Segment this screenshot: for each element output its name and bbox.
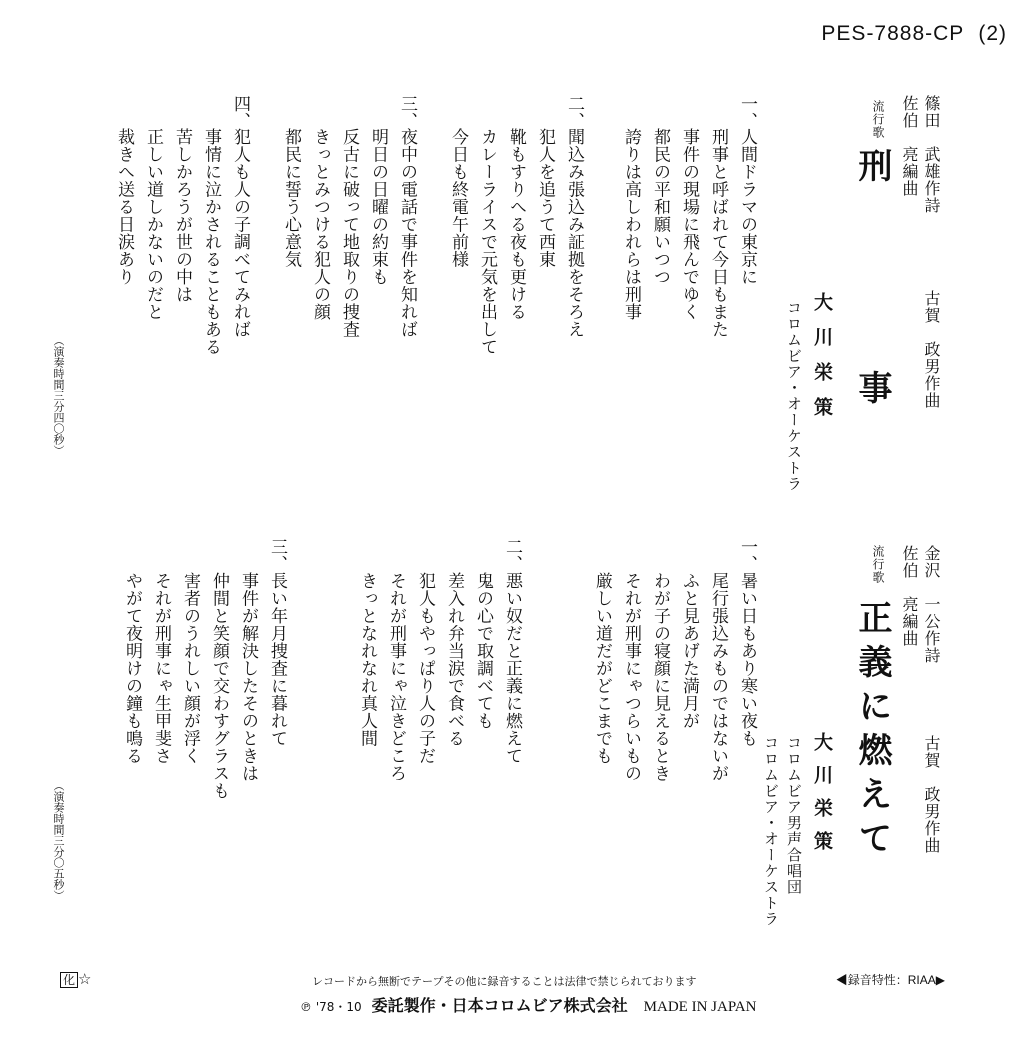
song1-verse3-line1: 夜中の電話で事件を知れば xyxy=(397,128,417,338)
song1-composer: 古賀 政男作曲 xyxy=(922,290,941,409)
song2-verse2-line5: それが刑事にゃ泣きどころ xyxy=(386,572,406,782)
song2-singer: 大川栄策 xyxy=(811,732,833,864)
song2-verse2-line1: 悪い奴だと正義に燃えて xyxy=(502,572,522,765)
song2-verse3-line2: 事件が解決したそのときは xyxy=(238,572,258,782)
song1-genre: 流行歌 xyxy=(871,100,885,139)
song1-verse2-line2: 犯人を追うて西東 xyxy=(535,128,555,268)
mark-box: 化 xyxy=(60,972,78,988)
song2-verse1-line3: ふと見あげた満月が xyxy=(679,572,699,730)
company-name: 委託製作・日本コロムビア株式会社 xyxy=(371,996,628,1015)
song1-verse3-number: 三、 xyxy=(397,95,417,129)
song2-verse1-line4: わが子の寝顔に見えるとき xyxy=(650,572,670,782)
side-number: (2) xyxy=(978,22,1007,45)
song2-verse3-line4: 害者のうれしい顔が浮く xyxy=(180,572,200,765)
song1-verse3-line5: 都民に誓う心意気 xyxy=(281,128,301,268)
song1-verse2-line1: 聞込み張込み証拠をそろえ xyxy=(564,128,584,338)
song1-arranger: 佐伯 亮編曲 xyxy=(900,95,919,197)
song1-verse4-line2: 事情に泣かされることもある xyxy=(201,128,221,356)
song2-verse3-line5: それが刑事にゃ生甲斐さ xyxy=(151,572,171,765)
song2-genre: 流行歌 xyxy=(871,545,885,584)
song1-verse2-line3: 靴もすりへる夜も更ける xyxy=(506,128,526,321)
song1-verse4-line3: 苦しかろうが世の中は xyxy=(172,128,192,303)
song1-verse1-line1: 人間ドラマの東京に xyxy=(737,128,757,286)
song2-verse2-line6: きっとなれなれ真人間 xyxy=(357,572,377,747)
song2-title: 正義に燃えて xyxy=(852,600,892,864)
song1-verse2-line4: カレーライスで元気を出して xyxy=(477,128,497,356)
song1-verse3-line3: 反古に破って地取りの捜査 xyxy=(339,128,359,338)
song2-verse2-number: 二、 xyxy=(502,538,522,572)
made-in: MADE IN JAPAN xyxy=(643,999,757,1015)
song2-verse1-number: 一、 xyxy=(737,538,757,572)
song2-verse1-line6: 厳しい道だがどこまでも xyxy=(592,572,612,765)
song2-verse2-line3: 差入れ弁当涙で食べる xyxy=(444,572,464,747)
song2-duration: （演奏時間三分〇五秒） xyxy=(52,780,64,901)
song1-verse3-line4: きっとみつける犯人の顔 xyxy=(310,128,330,321)
song2-verse3-line1: 長い年月捜査に暮れて xyxy=(267,572,287,747)
song1-verse4-line4: 正しい道しかないのだと xyxy=(143,128,163,321)
song2-verse3-line3: 仲間と笑顔で交わすグラスも xyxy=(209,572,229,800)
song1-verse1-line4: 都民の平和願いつつ xyxy=(650,128,670,286)
copyright-notice: レコードから無断でテープその他に録音することは法律で禁じられております xyxy=(312,976,697,988)
song1-duration: （演奏時間三分四〇秒） xyxy=(52,335,64,456)
song2-arranger: 佐伯 亮編曲 xyxy=(900,545,919,647)
song1-singer: 大川栄策 xyxy=(811,292,833,432)
song2-chorus: コロムビア男声合唱団 xyxy=(785,735,803,895)
song1-verse4-line1: 犯人も人の子調べてみれば xyxy=(230,128,250,338)
song1-verse4-line5: 裁きへ送る日涙あり xyxy=(114,128,134,286)
song2-verse1-line5: それが刑事にゃつらいもの xyxy=(621,572,641,782)
phonogram-date: ℗ '78・10 xyxy=(300,1000,362,1014)
song1-verse3-line2: 明日の日曜の約束も xyxy=(368,128,388,286)
song2-verse2-line4: 犯人もやっぱり人の子だ xyxy=(415,572,435,765)
catalog-code: PES-7888-CP xyxy=(821,22,965,45)
label-marks xyxy=(60,970,91,988)
song2-verse1-line1: 暑い日もあり寒い夜も xyxy=(737,572,757,747)
song2-verse3-line6: やがて夜明けの鐘も鳴る xyxy=(122,572,142,765)
song2-verse2-line2: 鬼の心で取調べても xyxy=(473,572,493,730)
song1-verse1-line3: 事件の現場に飛んでゆく xyxy=(679,128,699,321)
song1-verse1-line2: 刑事と呼ばれて今日もまた xyxy=(708,128,728,338)
publisher-line xyxy=(300,993,756,1016)
song1-verse1-number: 一、 xyxy=(737,95,757,129)
song1-verse2-line5: 今日も終電午前様 xyxy=(448,128,468,268)
recording-characteristic: ◀録音特性：RIAA▶ xyxy=(835,973,945,987)
song1-verse4-number: 四、 xyxy=(230,95,250,129)
song2-lyricist: 金沢 一公作詩 xyxy=(922,545,941,664)
song2-orchestra: コロムビア・オーケストラ xyxy=(762,735,780,927)
song2-composer: 古賀 政男作曲 xyxy=(922,735,941,854)
song1-accompaniment: コロムビア・オーケストラ xyxy=(785,300,803,492)
song1-title: 刑 事 xyxy=(852,148,892,444)
song1-verse1-line5: 誇りは高しわれらは刑事 xyxy=(621,128,641,321)
song1-verse2-number: 二、 xyxy=(564,95,584,129)
song2-verse3-number: 三、 xyxy=(267,538,287,572)
star-icon: ☆ xyxy=(78,970,92,988)
song1-lyricist: 篠田 武雄作詩 xyxy=(922,95,941,214)
catalog-number xyxy=(821,22,1007,46)
song2-verse1-line2: 尾行張込みものではないが xyxy=(708,572,728,782)
